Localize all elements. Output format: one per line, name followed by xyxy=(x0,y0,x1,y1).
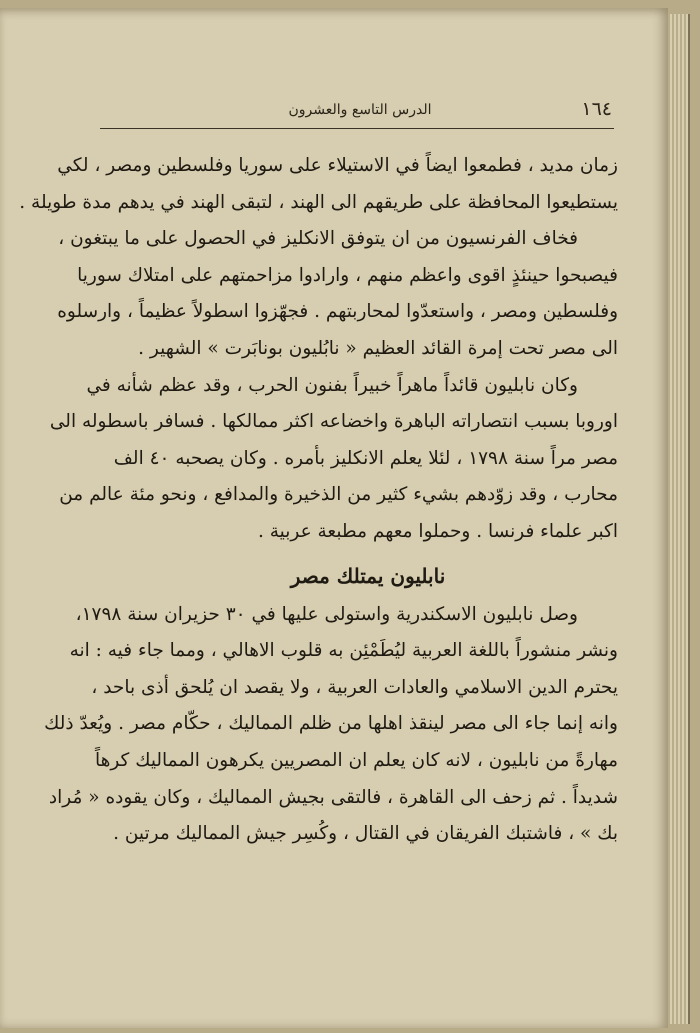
text-line: الى مصر تحت إمرة القائد العظيم « نابُليون بونابَرت » الشهير . xyxy=(138,337,618,359)
text-line: بك » ، فاشتبك الفريقان في القتال ، وكُسِر جيش المماليك مرتين . xyxy=(113,823,618,845)
header-rule xyxy=(100,128,614,129)
text-line: مهارةً من نابليون ، لانه كان يعلم ان المصريين يكرهون المماليك كرهاً xyxy=(94,749,618,771)
text-line: يستطيعوا المحافظة على طريقهم الى الهند ، لتبقى الهند في يدهم مدة طويلة . xyxy=(19,191,618,213)
paragraph xyxy=(49,368,618,551)
paragraph xyxy=(44,597,618,853)
text-line: وانه إنما جاء الى مصر لينقذ اهلها من ظلم المماليك ، حكّام مصر . ويُعدّ ذلك xyxy=(44,713,618,735)
text-line: فيصبحوا حينئذٍ اقوى واعظم منهم ، وارادوا مزاحمتهم على امتلاك سوريا xyxy=(77,264,618,286)
book-page xyxy=(0,8,668,1028)
text-line: محارب ، وقد زوّدهم بشيء كثير من الذخيرة والمدافع ، ونحو مئة عالم من xyxy=(59,484,618,506)
text-line: وكان نابليون قائداً ماهراً خبيراً بفنون الحرب ، وقد عظم شأنه في xyxy=(86,374,578,396)
text-line: اكبر علماء فرنسا . وحملوا معهم مطبعة عربية . xyxy=(257,520,618,542)
text-line: يحترم الدين الاسلامي والعادات العربية ، ولا يقصد ان يُلحق أذى باحد ، xyxy=(91,676,618,698)
text-line: فخاف الفرنسيون من ان يتوفق الانكليز في الحصول على ما يبتغون ، xyxy=(58,228,578,250)
text-line: وصل نابليون الاسكندرية واستولى عليها في ٣٠ حزيران سنة ١٧٩٨، xyxy=(75,603,578,625)
body-text xyxy=(19,148,618,853)
text-line: اوروبا بسبب انتصاراته الباهرة واخضاعه اكثر ممالكها . فسافر باسطوله الى xyxy=(49,411,618,433)
section-heading: نابليون يمتلك مصر xyxy=(290,563,446,588)
text-line: ونشر منشوراً باللغة العربية ليُطَمْئِن به قلوب الاهالي ، ومما جاء فيه : انه xyxy=(69,640,618,662)
text-line: شديداً . ثم زحف الى القاهرة ، فالتقى بجيش المماليك ، وكان يقوده « مُراد xyxy=(48,786,618,808)
text-line: وفلسطين ومصر ، واستعدّوا لمحاربتهم . فجهّزوا اسطولاً عظيماً ، وارسلوه xyxy=(57,301,618,323)
running-title: الدرس التاسع والعشرون xyxy=(288,102,432,118)
text-line: زمان مديد ، فطمعوا ايضاً في الاستيلاء على سوريا وفلسطين ومصر ، لكي xyxy=(57,155,618,176)
paragraph xyxy=(19,148,618,221)
page-header xyxy=(100,98,612,126)
page-number: ١٦٤ xyxy=(581,98,612,120)
text-line: مصر مراً سنة ١٧٩٨ ، لئلا يعلم الانكليز بأمره . وكان يصحبه ٤٠ الف xyxy=(113,447,618,469)
paragraph xyxy=(57,221,618,367)
